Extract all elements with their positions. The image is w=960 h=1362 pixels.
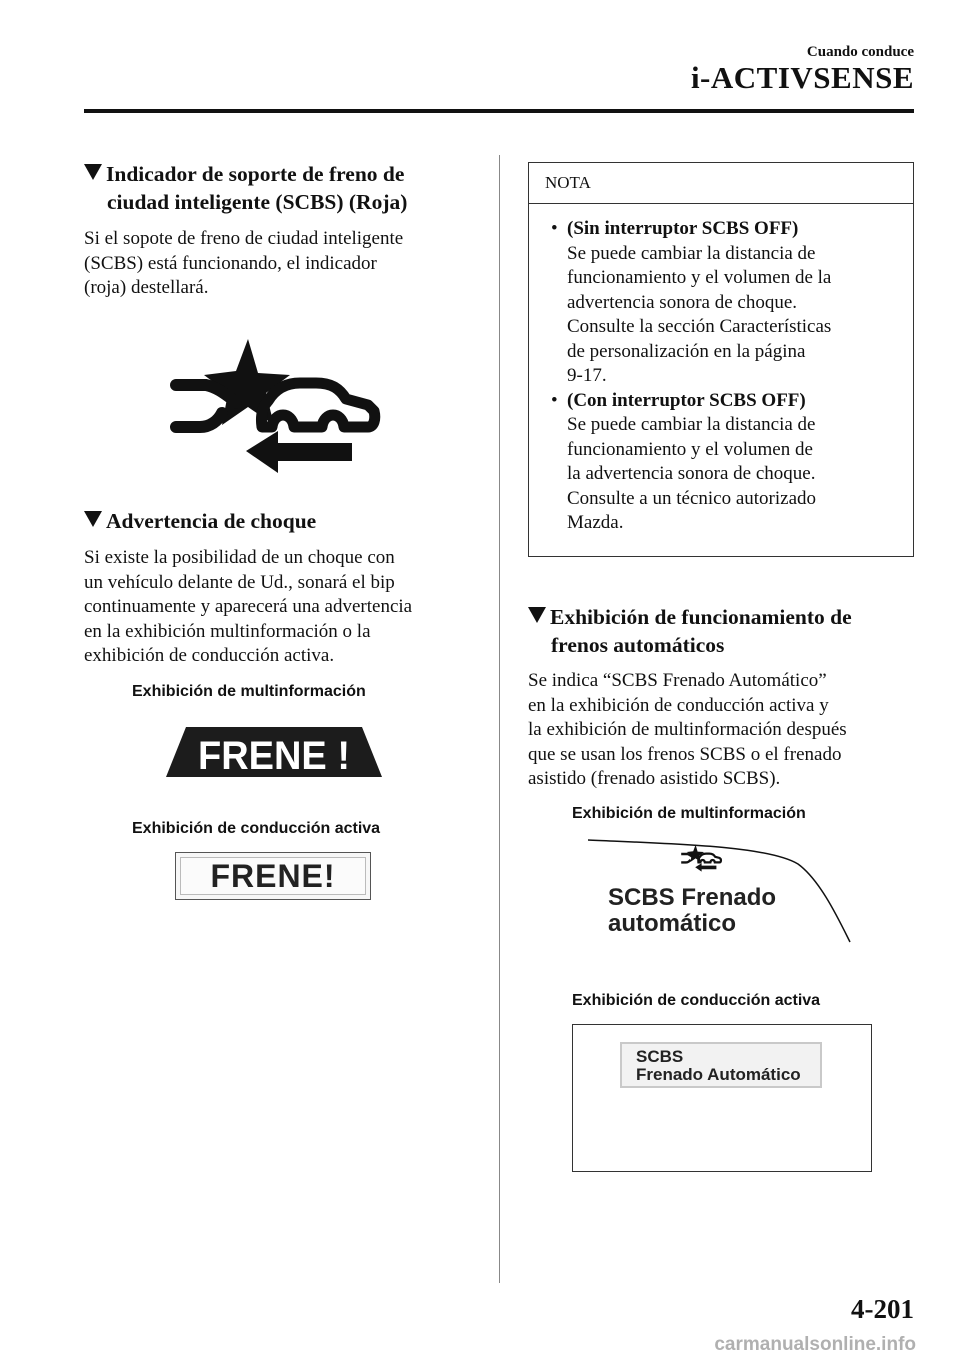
paragraph-auto-brake: Se indica “SCBS Frenado Automático” en la exhibición de conducción activa y la exhibición de multinformación después que se usan los frenos SCBS o el frenado asistido (frenado asistido SCBS). (528, 670, 847, 789)
heading-auto-brake: Exhibición de funcionamiento de frenos automáticos (528, 603, 852, 659)
caption-multi-display-right: Exhibición de multinformación (572, 805, 806, 822)
note-title: NOTA (545, 173, 591, 192)
frene-active-text: FRENE! (180, 857, 366, 895)
triangle-marker-icon (84, 164, 102, 180)
watermark: carmanualsonline.info (714, 1334, 916, 1355)
scbs-small-icon (681, 845, 721, 872)
triangle-marker-icon (84, 511, 102, 527)
caption-active-display: Exhibición de conducción activa (132, 820, 381, 837)
triangle-marker-icon (528, 607, 546, 623)
paragraph-scbs-indicator: Si el sopote de freno de ciudad inteligente (SCBS) está funcionando, el indicador (roja) destellará. (84, 228, 404, 298)
frene-multi-banner (166, 727, 382, 777)
page-number: 4-201 (851, 1294, 914, 1324)
frene-multi-text: FRENE ! (198, 734, 350, 777)
scbs-warning-icon (170, 335, 385, 475)
caption-multi-display: Exhibición de multinformación (132, 683, 366, 700)
heading-collision-warning: Advertencia de choque (84, 507, 316, 535)
header-rule (84, 109, 914, 113)
note-rule (529, 203, 913, 204)
column-divider (499, 155, 500, 1283)
frene-active-box (175, 852, 371, 900)
paragraph-collision-warning: Si existe la posibilidad de un choque con un vehículo delante de Ud., sonará el bip continuamente y aparecerá una advertencia en la exhibición multinformación o la exhibición de conducción activa. (84, 547, 413, 666)
scbs-multi-text: SCBS Frenado automático (608, 884, 777, 937)
section-title: i-ACTIVSENSE (690, 60, 914, 95)
caption-active-display-right: Exhibición de conducción activa (572, 992, 821, 1009)
scbs-active-badge: SCBS Frenado Automático (620, 1042, 822, 1088)
note-item: • (Sin interruptor SCBS OFF) Se puede cambiar la distancia de funcionamiento y el volumen de la advertencia sonora de choque. Consulte la sección Características de personalización en la página 9-17. (551, 218, 832, 386)
chapter-title: Cuando conduce (806, 44, 914, 60)
note-item: • (Con interruptor SCBS OFF) Se puede cambiar la distancia de funcionamiento y el volumen de la advertencia sonora de choque. Consulte a un técnico autorizado Mazda. (551, 389, 817, 533)
note-box (528, 162, 914, 557)
heading-scbs-indicator: Indicador de soporte de freno de ciudad inteligente (SCBS) (Roja) (84, 160, 407, 216)
